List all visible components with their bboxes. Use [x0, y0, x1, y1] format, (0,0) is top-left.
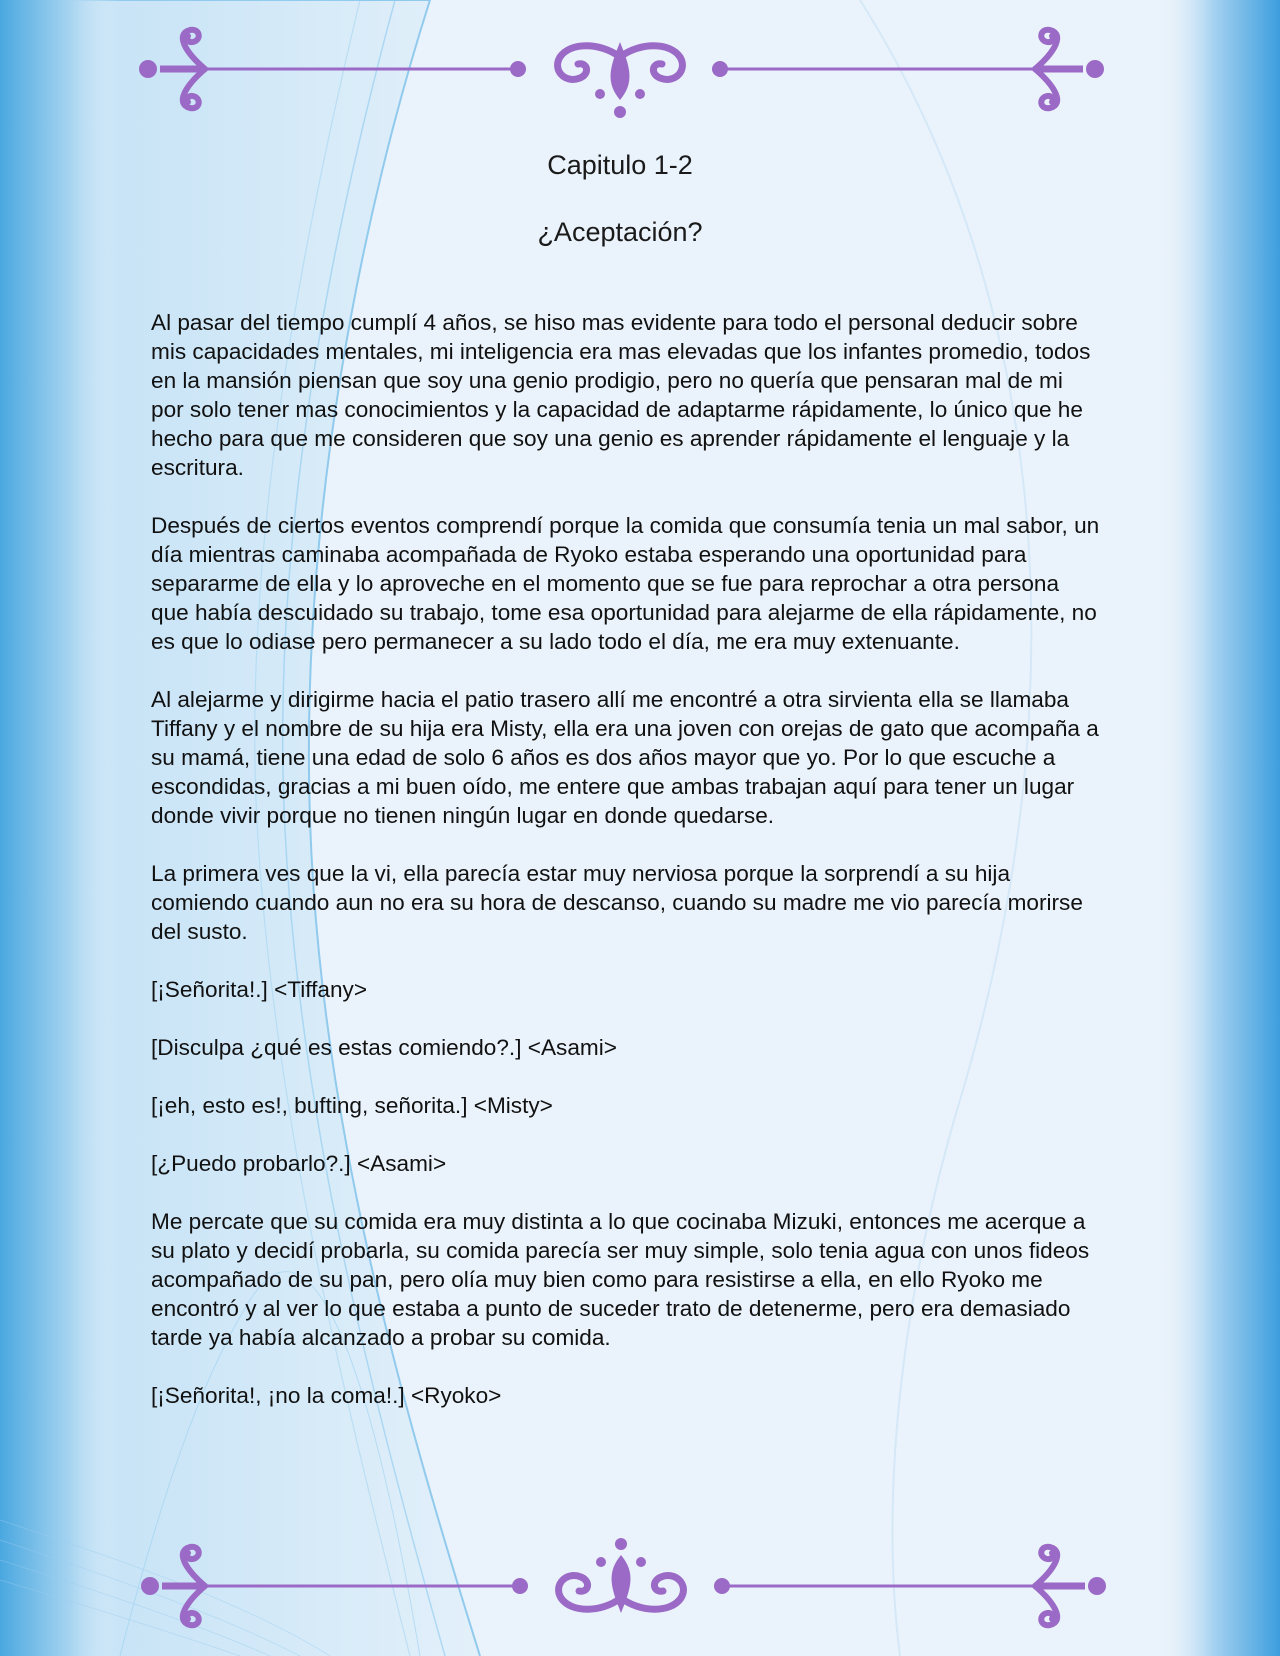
chapter-body	[151, 308, 1101, 1439]
paragraph: Al alejarme y dirigirme hacia el patio trasero allí me encontré a otra sirvienta ella se llamaba Tiffany y el nombre de su hija era Misty, ella era una joven con orejas de gato que acompaña a su mamá, tiene una edad de solo 6 años es dos años mayor que yo. Por lo que escuche a escondidas, gracias a mi buen oído, me entere que ambas trabajan aquí para tener un lugar donde vivir porque no tienen ningún lugar en donde quedarse.	[151, 687, 1099, 828]
paragraph: Al pasar del tiempo cumplí 4 años, se hiso mas evidente para todo el personal deducir sobre mis capacidades mentales, mi inteligencia era mas elevadas que los infantes promedio, todos en la mansión piensan que soy una genio prodigio, pero no quería que pensaran mal de mi por solo tener mas conocimientos y la capacidad de adaptarme rápidamente, lo único que he hecho para que me consideren que soy una genio es aprender rápidamente el lenguaje y la escritura.	[151, 310, 1091, 480]
dialogue-line: [¡eh, esto es!, bufting, señorita.] <Misty>	[151, 1093, 553, 1118]
paragraph: Me percate que su comida era muy distinta a lo que cocinaba Mizuki, entonces me acerque a su plato y decidí probarla, su comida parecía ser muy simple, solo tenia agua con unos fideos acompañado de su pan, pero olía muy bien como para resistirse a ella, en ello Ryoko me encontró y al ver lo que estaba a punto de suceder trato de detenerme, pero era demasiado tarde ya había alcanzado a probar su comida.	[151, 1209, 1090, 1350]
paragraph: La primera ves que la vi, ella parecía estar muy nerviosa porque la sorprendí a su hija comiendo cuando aun no era su hora de descanso, cuando su madre me vio parecía morirse del susto.	[151, 861, 1083, 944]
paragraph: Después de ciertos eventos comprendí porque la comida que consumía tenia un mal sabor, un día mientras caminaba acompañada de Ryoko estaba esperando una oportunidad para separarme de ella y lo aproveche en el momento que se fue para reprochar a otra persona que había descuidado su trabajo, tome esa oportunidad para alejarme de ella rápidamente, no es que lo odiase pero permanecer a su lado todo el día, me era muy extenuante.	[151, 513, 1100, 654]
dialogue-line: [¿Puedo probarlo?.] <Asami>	[151, 1151, 447, 1176]
chapter-subtitle: ¿Aceptación?	[537, 217, 703, 247]
dialogue-line: [¡Señorita!, ¡no la coma!.] <Ryoko>	[151, 1383, 502, 1408]
dialogue-line: [¡Señorita!.] <Tiffany>	[151, 977, 368, 1002]
chapter-title: Capitulo 1-2	[547, 150, 693, 180]
bottom-ornament	[0, 1528, 1280, 1648]
top-ornament	[0, 12, 1280, 132]
dialogue-line: [Disculpa ¿qué es estas comiendo?.] <Asami>	[151, 1035, 617, 1060]
